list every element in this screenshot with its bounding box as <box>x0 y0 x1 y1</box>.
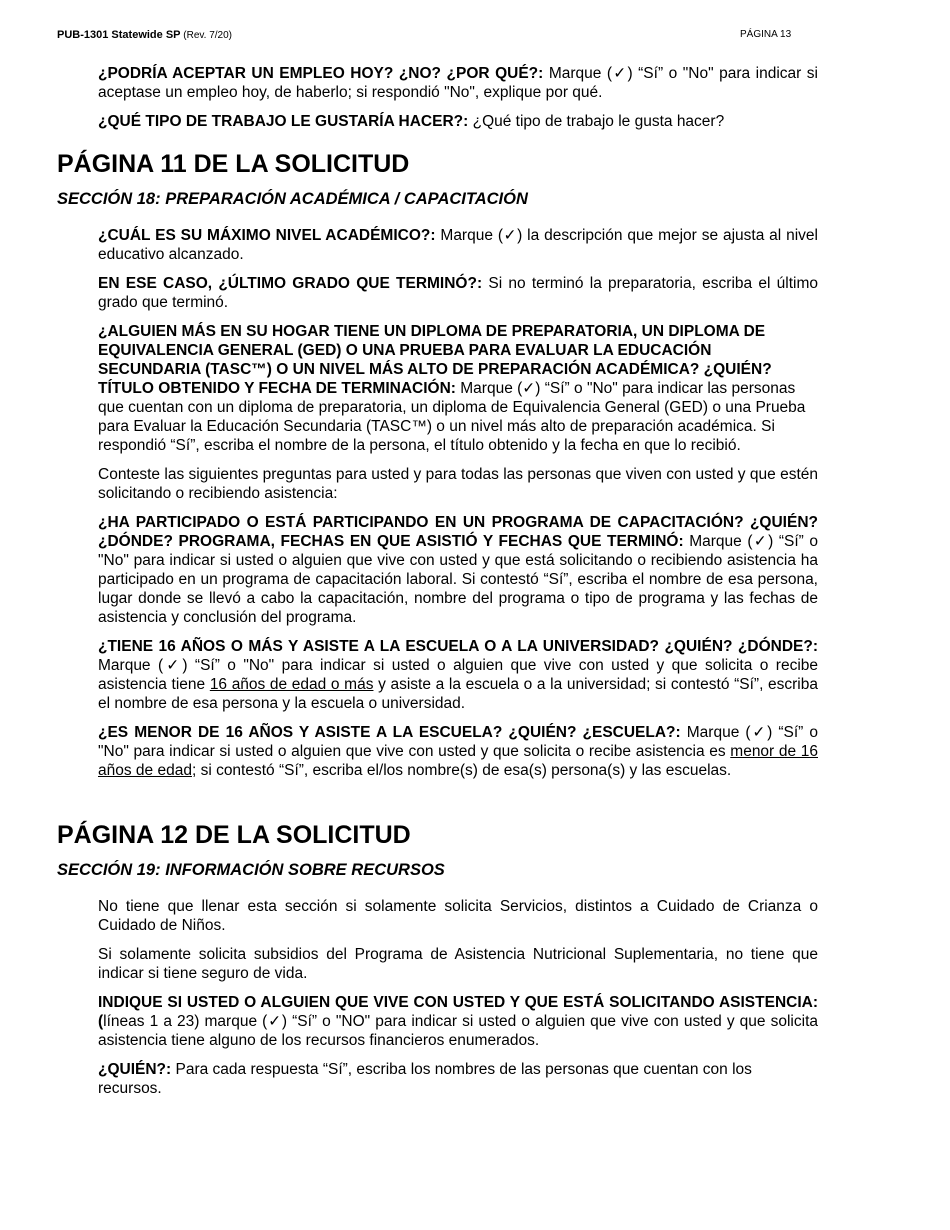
paragraph-accept-job <box>98 64 818 102</box>
answer-under-16-b: ; si contestó “Sí”, escriba el/los nombre(s) de esa(s) persona(s) y las escuelas. <box>191 762 732 779</box>
answer-training-program: Marque (✓) “Sí” o "No" para indicar si usted o alguien que vive con usted y que está solicitando o recibiendo asistencia ha participado en un programa de capacitación laboral. Si contestó “Sí”, escriba el nombre de esa persona, lugar donde se llevó a cabo la capacitación, nombre del programa o tipo de programa y las fechas de asistencia y conclusión del programa. <box>98 533 818 626</box>
paragraph-resources-indicate <box>98 993 818 1050</box>
question-last-grade: EN ESE CASO, ¿ÚLTIMO GRADO QUE TERMINÓ?: <box>98 275 483 292</box>
paragraph-academic-level <box>98 226 818 264</box>
paragraph-last-grade <box>98 274 818 312</box>
page12-heading: PÁGINA 12 DE LA SOLICITUD <box>57 821 411 849</box>
question-under-16: ¿ES MENOR DE 16 AÑOS Y ASISTE A LA ESCUELA? ¿QUIÉN? ¿ESCUELA?: <box>98 724 681 741</box>
answer-accept-job: Marque (✓) “Sí” o "No" para indicar si aceptase un empleo hoy, de haberlo; si respondió "No", explique por qué. <box>98 65 818 101</box>
answer-resources-indicate: líneas 1 a 23) marque (✓) “Sí” o "NO" para indicar si usted o alguien que vive con usted y que solicita asistencia tiene alguno de los recursos financieros enumerados. <box>98 1013 818 1049</box>
paragraph-snap-note: Si solamente solicita subsidios del Programa de Asistencia Nutricional Suplementaria, no tiene que indicar si tiene seguro de vida. <box>98 946 818 982</box>
question-16-or-older: ¿TIENE 16 AÑOS O MÁS Y ASISTE A LA ESCUELA O A LA UNIVERSIDAD? ¿QUIÉN? ¿DÓNDE?: <box>98 638 818 655</box>
document-id <box>57 29 232 41</box>
page-header <box>57 29 893 45</box>
paragraph-training-program <box>98 513 818 627</box>
answer-under-16-a: Marque (✓) “Sí” o "No" para indicar si usted o alguien que vive con usted y que solicita o recibe asistencia es <box>98 724 818 760</box>
question-job-type: ¿QUÉ TIPO DE TRABAJO LE GUSTARÍA HACER?: <box>98 113 469 130</box>
answer-household-diploma: Marque (✓) “Sí” o "No" para indicar las personas que cuentan con un diploma de preparatoria, un diploma de Equivalencia General (GED) o una Prueba para Evaluar la Educación Secundaria (TASC™) o un nivel más alto de preparación académica. Si respondió “Sí”, escriba el nombre de la persona, el título obtenido y la fecha en que lo recibió. <box>98 380 806 454</box>
answer-who: Para cada respuesta “Sí”, escriba los nombres de las personas que cuentan con los recursos. <box>98 1061 752 1097</box>
paragraph-who <box>98 1060 818 1098</box>
answer-academic-level: Marque (✓) la descripción que mejor se ajusta al nivel educativo alcanzado. <box>98 227 819 263</box>
question-who: ¿QUIÉN?: <box>98 1061 172 1078</box>
question-accept-job: ¿PODRÍA ACEPTAR UN EMPLEO HOY? ¿NO? ¿POR QUÉ?: <box>98 65 544 82</box>
doc-id-text: PUB-1301 Statewide SP <box>57 29 181 41</box>
answer-job-type: ¿Qué tipo de trabajo le gusta hacer? <box>468 113 725 130</box>
paragraph-household-diploma <box>98 322 818 455</box>
underline-16-or-older: 16 años de edad o más <box>209 676 374 693</box>
answer-16-or-older-a: Marque (✓) “Sí” o "No" para indicar si usted o alguien que vive con usted y que solicita o recibe asistencia tiene <box>98 657 818 693</box>
section18-heading: SECCIÓN 18: PREPARACIÓN ACADÉMICA / CAPACITACIÓN <box>57 190 528 208</box>
question-academic-level: ¿CUÁL ES SU MÁXIMO NIVEL ACADÉMICO?: <box>98 227 436 244</box>
underline-under-16: menor de 16 años de edad <box>98 743 818 779</box>
answer-16-or-older-b: y asiste a la escuela o a la universidad; si contestó “Sí”, escriba el nombre de esa persona y la escuela o universidad. <box>98 676 818 712</box>
question-household-diploma: ¿ALGUIEN MÁS EN SU HOGAR TIENE UN DIPLOMA DE PREPARATORIA, UN DIPLOMA DE EQUIVALENCIA GENERAL (GED) O UNA PRUEBA PARA EVALUAR LA EDUCACIÓN SECUNDARIA (TASC™) O UN NIVEL MÁS ALTO DE PREPARACIÓN ACADÉMICA? ¿QUIÉN? TÍTULO OBTENIDO Y FECHA DE TERMINACIÓN: <box>98 323 772 397</box>
document-body <box>0 64 950 1108</box>
paragraph-instructions: Conteste las siguientes preguntas para usted y para todas las personas que viven con usted y que estén solicitando o recibiendo asistencia: <box>98 466 818 502</box>
question-training-program: ¿HA PARTICIPADO O ESTÁ PARTICIPANDO EN UN PROGRAMA DE CAPACITACIÓN? ¿QUIÉN? ¿DÓNDE? PROGRAMA, FECHAS EN QUE ASISTIÓ Y FECHAS QUE TERMINÓ: <box>98 514 818 550</box>
paragraph-job-type <box>98 112 818 131</box>
paragraph-under-16 <box>98 723 818 780</box>
paragraph-16-or-older <box>98 637 818 713</box>
revision-text: (Rev. 7/20) <box>183 30 233 41</box>
section19-heading: SECCIÓN 19: INFORMACIÓN SOBRE RECURSOS <box>57 861 445 879</box>
page11-heading: PÁGINA 11 DE LA SOLICITUD <box>57 150 410 178</box>
answer-last-grade: Si no terminó la preparatoria, escriba el último grado que terminó. <box>98 275 819 311</box>
question-resources-indicate: INDIQUE SI USTED O ALGUIEN QUE VIVE CON USTED Y QUE ESTÁ SOLICITANDO ASISTENCIA: ( <box>98 994 818 1030</box>
paragraph-services-note: No tiene que llenar esta sección si solamente solicita Servicios, distintos a Cuidado de Crianza o Cuidado de Niños. <box>98 898 818 934</box>
page-number: PÁGINA 13 <box>740 29 792 40</box>
